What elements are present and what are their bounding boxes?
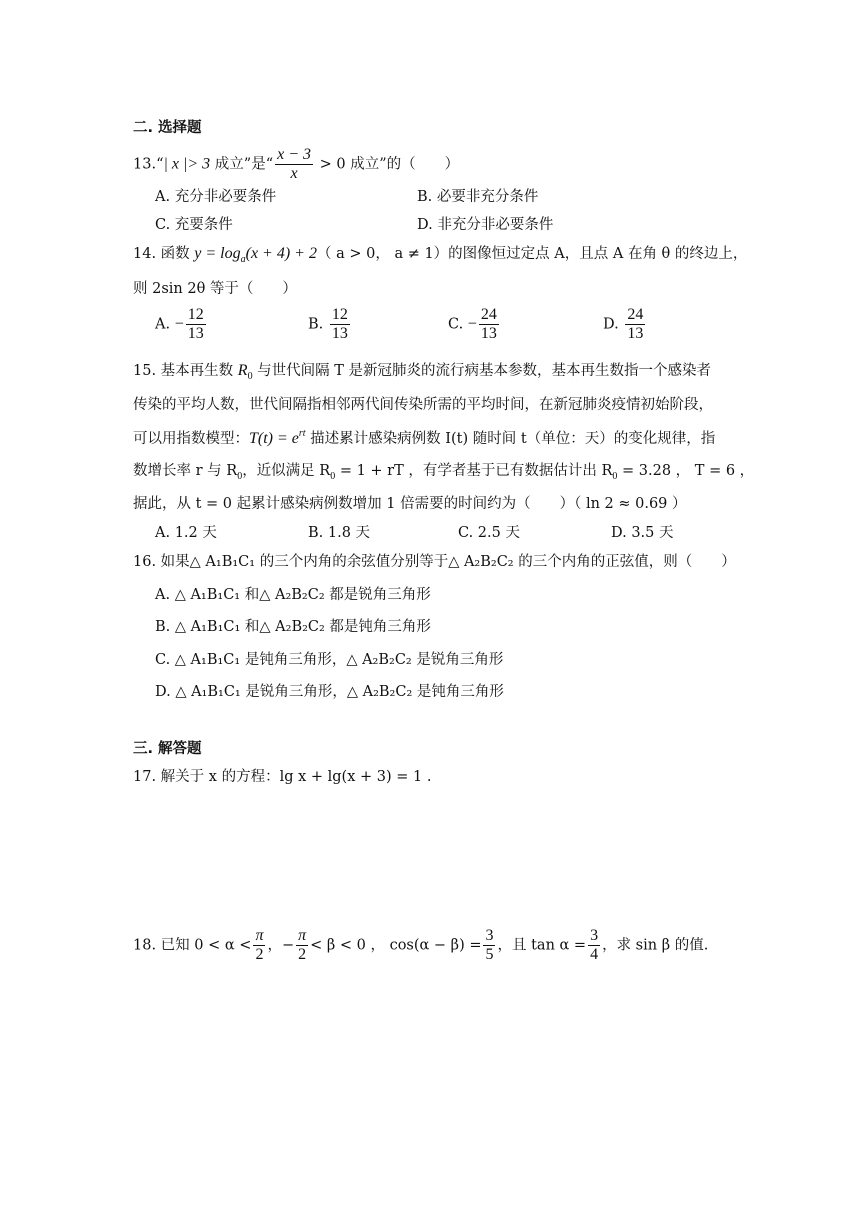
section-title-answer: 三. 解答题 [133,741,202,757]
option-15-b[interactable]: B. 1.8 天 [308,525,371,541]
question-number: 15. [133,363,157,379]
option-14-d[interactable]: D. $\frac{24}{13}$ [603,306,644,342]
section-title-choice: 二. 选择题 [133,120,202,136]
option-15-c[interactable]: C. 2.5 天 [458,525,520,541]
question-number: 18. [133,937,157,954]
question-15-line3: 可以用指数模型：$T(t) = e^{rt}$ 描述累计感染病例数 I(t) 随时间 t（单位：天）的变化规律，指 [133,428,716,447]
option-15-a[interactable]: A. 1.2 天 [155,525,217,541]
fraction: $\frac{x - 3}{x}$ [277,146,312,182]
question-16: 16. 如果△ A₁B₁C₁ 的三个内角的余弦值分别等于△ A₂B₂C₂ 的三个内角的正弦值，则（ ） [133,554,736,570]
question-15-line5: 据此，从 t = 0 起累计感染病例数增加 1 倍需要的时间约为（ ）（ ln 2 ≈ 0.69 ） [133,496,687,512]
option-13-c[interactable]: C. 充要条件 [155,217,233,233]
question-13: 13.“| x |> 3 成立”是“ $\frac{x - 3}{x}$ > 0 成立”的（ ） [133,146,460,182]
question-15: 15. 基本再生数 $R_0$ 与世代间隔 T 是新冠肺炎的流行病基本参数，基本再生数指一个感染者 [133,362,712,382]
option-16-c[interactable]: C. △ A₁B₁C₁ 是钝角三角形，△ A₂B₂C₂ 是锐角三角形 [155,652,504,668]
question-15-line2: 传染的平均人数，世代间隔指相邻两代间传染所需的平均时间，在新冠肺炎疫情初始阶段， [133,397,713,413]
option-16-a[interactable]: A. △ A₁B₁C₁ 和△ A₂B₂C₂ 都是锐角三角形 [155,587,431,603]
option-14-b[interactable]: B. $\frac{12}{13}$ [308,306,348,342]
option-13-d[interactable]: D. 非充分非必要条件 [417,217,554,233]
option-16-b[interactable]: B. △ A₁B₁C₁ 和△ A₂B₂C₂ 都是钝角三角形 [155,619,431,635]
option-14-c[interactable]: C. − $\frac{24}{13}$ [448,306,497,342]
question-number: 17. [133,769,157,785]
question-15-line4: 数增长率 r 与 $R_0$，近似满足 $R_0 = 1$ + rT ，有学者基于已有数据估计出 $R_0 = 3.28$ ， T = 6 ， [133,463,755,482]
question-number: 16. [133,554,157,570]
option-13-b[interactable]: B. 必要非充分条件 [417,189,539,205]
question-17: 17. 解关于 x 的方程：lg x + lg(x + 3) = 1 . [133,769,432,785]
abs-condition: | x |> 3 [163,155,211,173]
question-number: 13. [133,156,157,173]
option-13-a[interactable]: A. 充分非必要条件 [155,189,277,205]
option-15-d[interactable]: D. 3.5 天 [611,525,674,541]
question-14-line2: 则 2sin 2θ 等于（ ） [133,281,297,297]
option-14-a[interactable]: A. − $\frac{12}{13}$ [155,306,204,342]
question-18: 18. 已知 0 < α < $\frac{\pi}{2}$ ，− $\frac{\pi}{2}$ < β < 0 ， cos(α − β) = $\frac{3}{5}$ ，且 tan α = $\frac{3}{4}$ ，求 sin β 的值. [133,927,709,963]
question-14: 14. 函数 $y = \log_a(x + 4) + 2$（ a > 0， a ≠ 1）的图像恒过定点 A，且点 A 在角 θ 的终边上， [133,245,748,265]
question-number: 14. [133,246,157,262]
option-16-d[interactable]: D. △ A₁B₁C₁ 是锐角三角形，△ A₂B₂C₂ 是钝角三角形 [155,684,504,700]
